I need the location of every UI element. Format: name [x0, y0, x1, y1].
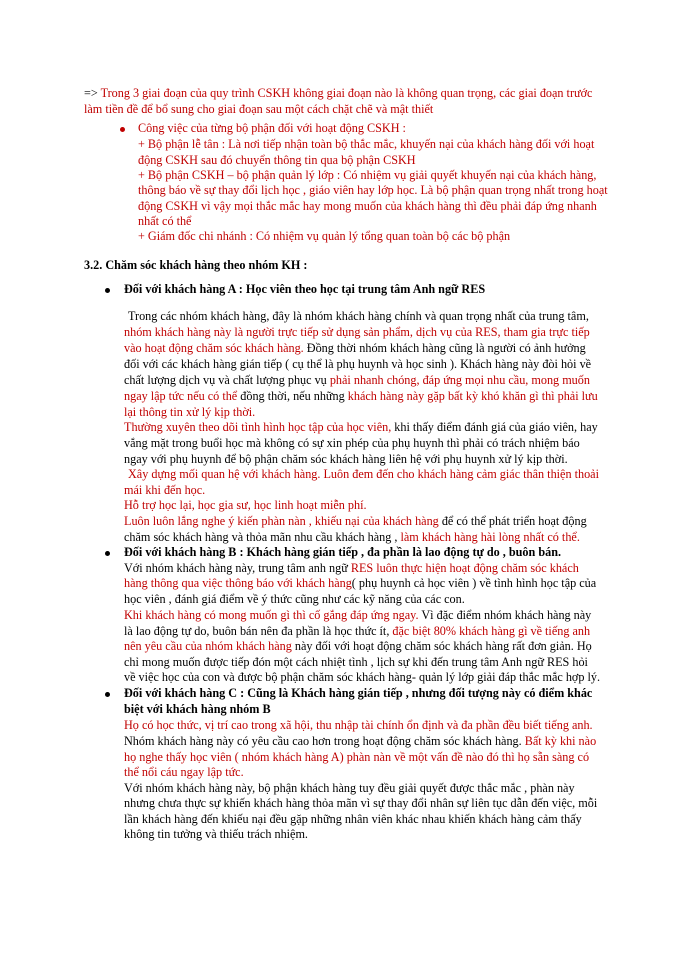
group-a-p1-l2: nhóm khách hàng này là người trực tiếp sử dụng sản phẩm, dịch vụ của RES, tham gia trực tiếp: [124, 325, 590, 339]
intro-line-2: làm tiền đề để bổ sung cho giai đoạn sau một cách chặt chẽ và mật thiết: [84, 102, 434, 116]
group-b-p2-l1a: Khi khách hàng có mong muốn gì thì cố gắng đáp ứng ngay.: [124, 608, 419, 622]
group-b-p2-l3: [124, 638, 592, 654]
group-c-p2-l1b: Bất kỳ khi nào: [524, 734, 597, 748]
group-a-p5-l1b: để có thể phát triển hoạt động: [438, 514, 587, 528]
duties-cskh-2: thông báo về sự thay đổi lịch học , giáo viên hay lớp học. Là bộ phận quan trọng nhất trong hoạt: [138, 183, 608, 197]
group-c-p3-l1: Với nhóm khách hàng này, bộ phận khách hàng tuy đều giải quyết được thắc mắc , phàn này: [124, 781, 575, 795]
group-b-p2-l5: về việc học của con và được bộ phận chăm sóc khách hàng- quản lý lớp giải đáp thắc mắc hợp lý.: [124, 670, 601, 684]
group-c-p2-l1: [124, 733, 596, 749]
group-c-heading-l1: Đối với khách hàng C : Cũng là Khách hàng gián tiếp , nhưng đối tượng này có điểm khác: [124, 686, 593, 700]
group-a-heading: Đối với khách hàng A : Học viên theo học tại trung tâm Anh ngữ RES: [124, 282, 486, 296]
group-a-bullet: [105, 288, 110, 293]
group-a-p2-l3: ngay với phụ huynh để bộ phận chăm sóc khách hàng liên hệ với phụ huynh xử lý kịp thời.: [124, 452, 568, 466]
group-a-p1-l6b: đồng thời, nếu những: [237, 389, 348, 403]
group-b-p2-l1b: Vì đặc điểm nhóm khách hàng này: [418, 608, 592, 622]
group-a-p5-l2b: làm khách hàng hài lòng nhất có thể.: [400, 530, 580, 544]
duties-bullet: [120, 127, 125, 132]
group-c-p3-l4: không tin tưởng và thiếu trách nhiệm.: [124, 827, 308, 841]
duties-cskh-1: + Bộ phận CSKH – bộ phận quản lý lớp : Có nhiệm vụ giải quyết khuyến nại của khách hàng,: [138, 168, 597, 182]
group-a-p5-l1a: Luôn luôn lắng nghe ý kiến phàn nàn , khiếu nại của khách hàng: [124, 514, 439, 528]
group-b-p2-l4: chỉ mong muốn được tiếp đón một cách nhiệt tình , lịch sự khi đến trung tâm Anh ngữ RES hỏi: [124, 655, 588, 669]
intro-arrow: =>: [84, 86, 98, 100]
group-a-p1-l6a: ngay lập tức nếu có thể: [124, 389, 238, 403]
group-a-p1-l6c: khách hàng này gặp bất kỳ khó khăn gì thì phải lưu: [347, 389, 598, 403]
group-a-p5-l2a: chăm sóc khách hàng và thỏa mãn nhu cầu khách hàng ,: [124, 530, 401, 544]
group-b-p2-l1: [124, 607, 591, 623]
group-a-p1-l3b: Đồng thời nhóm khách hàng cũng là người có ảnh hưởng: [303, 341, 586, 355]
group-a-p1-l6: [124, 388, 598, 404]
intro-text-1: Trong 3 giai đoạn của quy trình CSKH không giai đoạn nào là không quan trọng, các giai đoạn trước: [100, 86, 593, 100]
group-c-p3-l2: nhưng chưa thực sự khiến khách hàng thỏa mãn vì sự thay đổi nhân sự liên tục dẫn đến việc, mỗi: [124, 796, 598, 810]
group-a-p4: Hỗ trợ học lại, học gia sư, học linh hoạt miễn phí.: [124, 498, 367, 512]
group-b-p1-l2: [124, 575, 596, 591]
group-b-bullet: [105, 551, 110, 556]
group-c-bullet: [105, 692, 110, 697]
section-title: 3.2. Chăm sóc khách hàng theo nhóm KH :: [84, 258, 308, 272]
group-a-p2-l1: [124, 419, 598, 435]
group-b-p2-l3b: này đối với hoạt động chăm sóc khách hàng rất đơn giản. Họ: [291, 639, 592, 653]
duties-cskh-3: động CSKH vì vậy mọi thắc mắc hay mong muốn của khách hàng thì đều phải đáp ứng nhanh: [138, 199, 597, 213]
group-c-p3-l3: lần khách hàng đến khiếu nại đều gặp những nhân viên khác nhau khiến khách hàng cảm thấy: [124, 812, 582, 826]
group-c-heading-l2: biệt với khách hàng nhóm B: [124, 702, 271, 716]
group-b-p1-l1: [124, 560, 579, 576]
group-a-p2-l1b: khi thấy điểm đánh giá của giáo viên, hay: [391, 420, 598, 434]
group-b-heading: Đối với khách hàng B : Khách hàng gián tiếp , đa phần là lao động tự do , buôn bán.: [124, 545, 562, 559]
duties-heading: Công việc của từng bộ phận đối với hoạt động CSKH :: [138, 121, 406, 135]
group-a-p3-l2: mái khi đến học.: [124, 483, 206, 497]
group-b-p2-l2: [124, 623, 590, 639]
group-c-p2-l3: thể nổi cáu ngay lập tức.: [124, 765, 244, 779]
group-b-p1-l1b: RES luôn thực hiện hoạt động chăm sóc khách: [350, 561, 579, 575]
group-b-p2-l3a: nên yêu cầu của nhóm khách hàng: [124, 639, 292, 653]
group-a-p1-l5: [124, 372, 590, 388]
group-b-p2-l2a: là lao động tự do, buôn bán nên đa phần là học thức ít,: [124, 624, 393, 638]
group-a-p2-l2: vắng mặt trong buổi học mà không có sự xin phép của phụ huynh thì phải có trách nhiệm báo: [124, 436, 580, 450]
group-b-p2-l2b: đặc biệt 80% khách hàng gì về tiếng anh: [392, 624, 591, 638]
group-a-p1-l1: Trong các nhóm khách hàng, đây là nhóm khách hàng chính và quan trọng nhất của trung tâm,: [128, 309, 589, 323]
group-a-p1-l4: đối với các khách hàng gián tiếp ( cụ thể là phụ huynh và học sinh ). Khách hàng này đòi hỏi về: [124, 357, 592, 371]
group-c-p2-l1a: Nhóm khách hàng này có yêu cầu cao hơn trong hoạt động chăm sóc khách hàng.: [124, 734, 525, 748]
group-a-p1-l5b: phải nhanh chóng, đáp ứng mọi nhu cầu, mong muốn: [329, 373, 590, 387]
intro-line-1: [84, 85, 624, 101]
group-a-p1-l3a: vào hoạt động chăm sóc khách hàng.: [124, 341, 304, 355]
group-a-p1-l5a: chất lượng dịch vụ và chất lượng phục vụ: [124, 373, 330, 387]
group-c-p1-l1: Họ có học thức, vị trí cao trong xã hội, thu nhập tài chính ổn định và đa phần đều biết tiếng anh.: [124, 718, 593, 732]
group-b-p1-l2b: ( phụ huynh cả học viên ) về tình hình học tập của: [351, 576, 597, 590]
group-a-p1-l7: lại thông tin xử lý kịp thời.: [124, 405, 256, 419]
duties-reception-1: + Bộ phận lễ tân : Là nơi tiếp nhận toàn bộ thắc mắc, khuyến nại của khách hàng đối với hoạt: [138, 137, 595, 151]
group-a-p1-l3: [124, 340, 586, 356]
group-a-p2-l1a: Thường xuyên theo dõi tình hình học tập của học viên,: [124, 420, 392, 434]
duties-cskh-4: nhất có thể: [138, 214, 192, 228]
group-a-p3-l1: Xây dựng mối quan hệ với khách hàng. Luôn đem đến cho khách hàng cảm giác thân thiện thoải: [128, 467, 599, 481]
group-b-p1-l1a: Với nhóm khách hàng này, trung tâm anh ngữ: [124, 561, 351, 575]
group-c-p2-l2: họ nghe thấy học viên ( nhóm khách hàng A) phàn nàn về một vấn đề nào đó thì họ sẵn sàng có: [124, 750, 590, 764]
group-b-p1-l3: học viên , đánh giá điểm về ý thức cũng như các kỹ năng của các con.: [124, 592, 465, 606]
group-b-p1-l2a: hàng thông qua việc thông báo với khách hàng: [124, 576, 352, 590]
group-a-p5-l1: [124, 513, 587, 529]
duties-director: + Giám đốc chi nhánh : Có nhiệm vụ quản lý tổng quan toàn bộ các bộ phận: [138, 229, 511, 243]
duties-reception-2: động CSKH sau đó chuyển thông tin qua bộ phận CSKH: [138, 153, 416, 167]
group-a-p5-l2: [124, 529, 580, 545]
